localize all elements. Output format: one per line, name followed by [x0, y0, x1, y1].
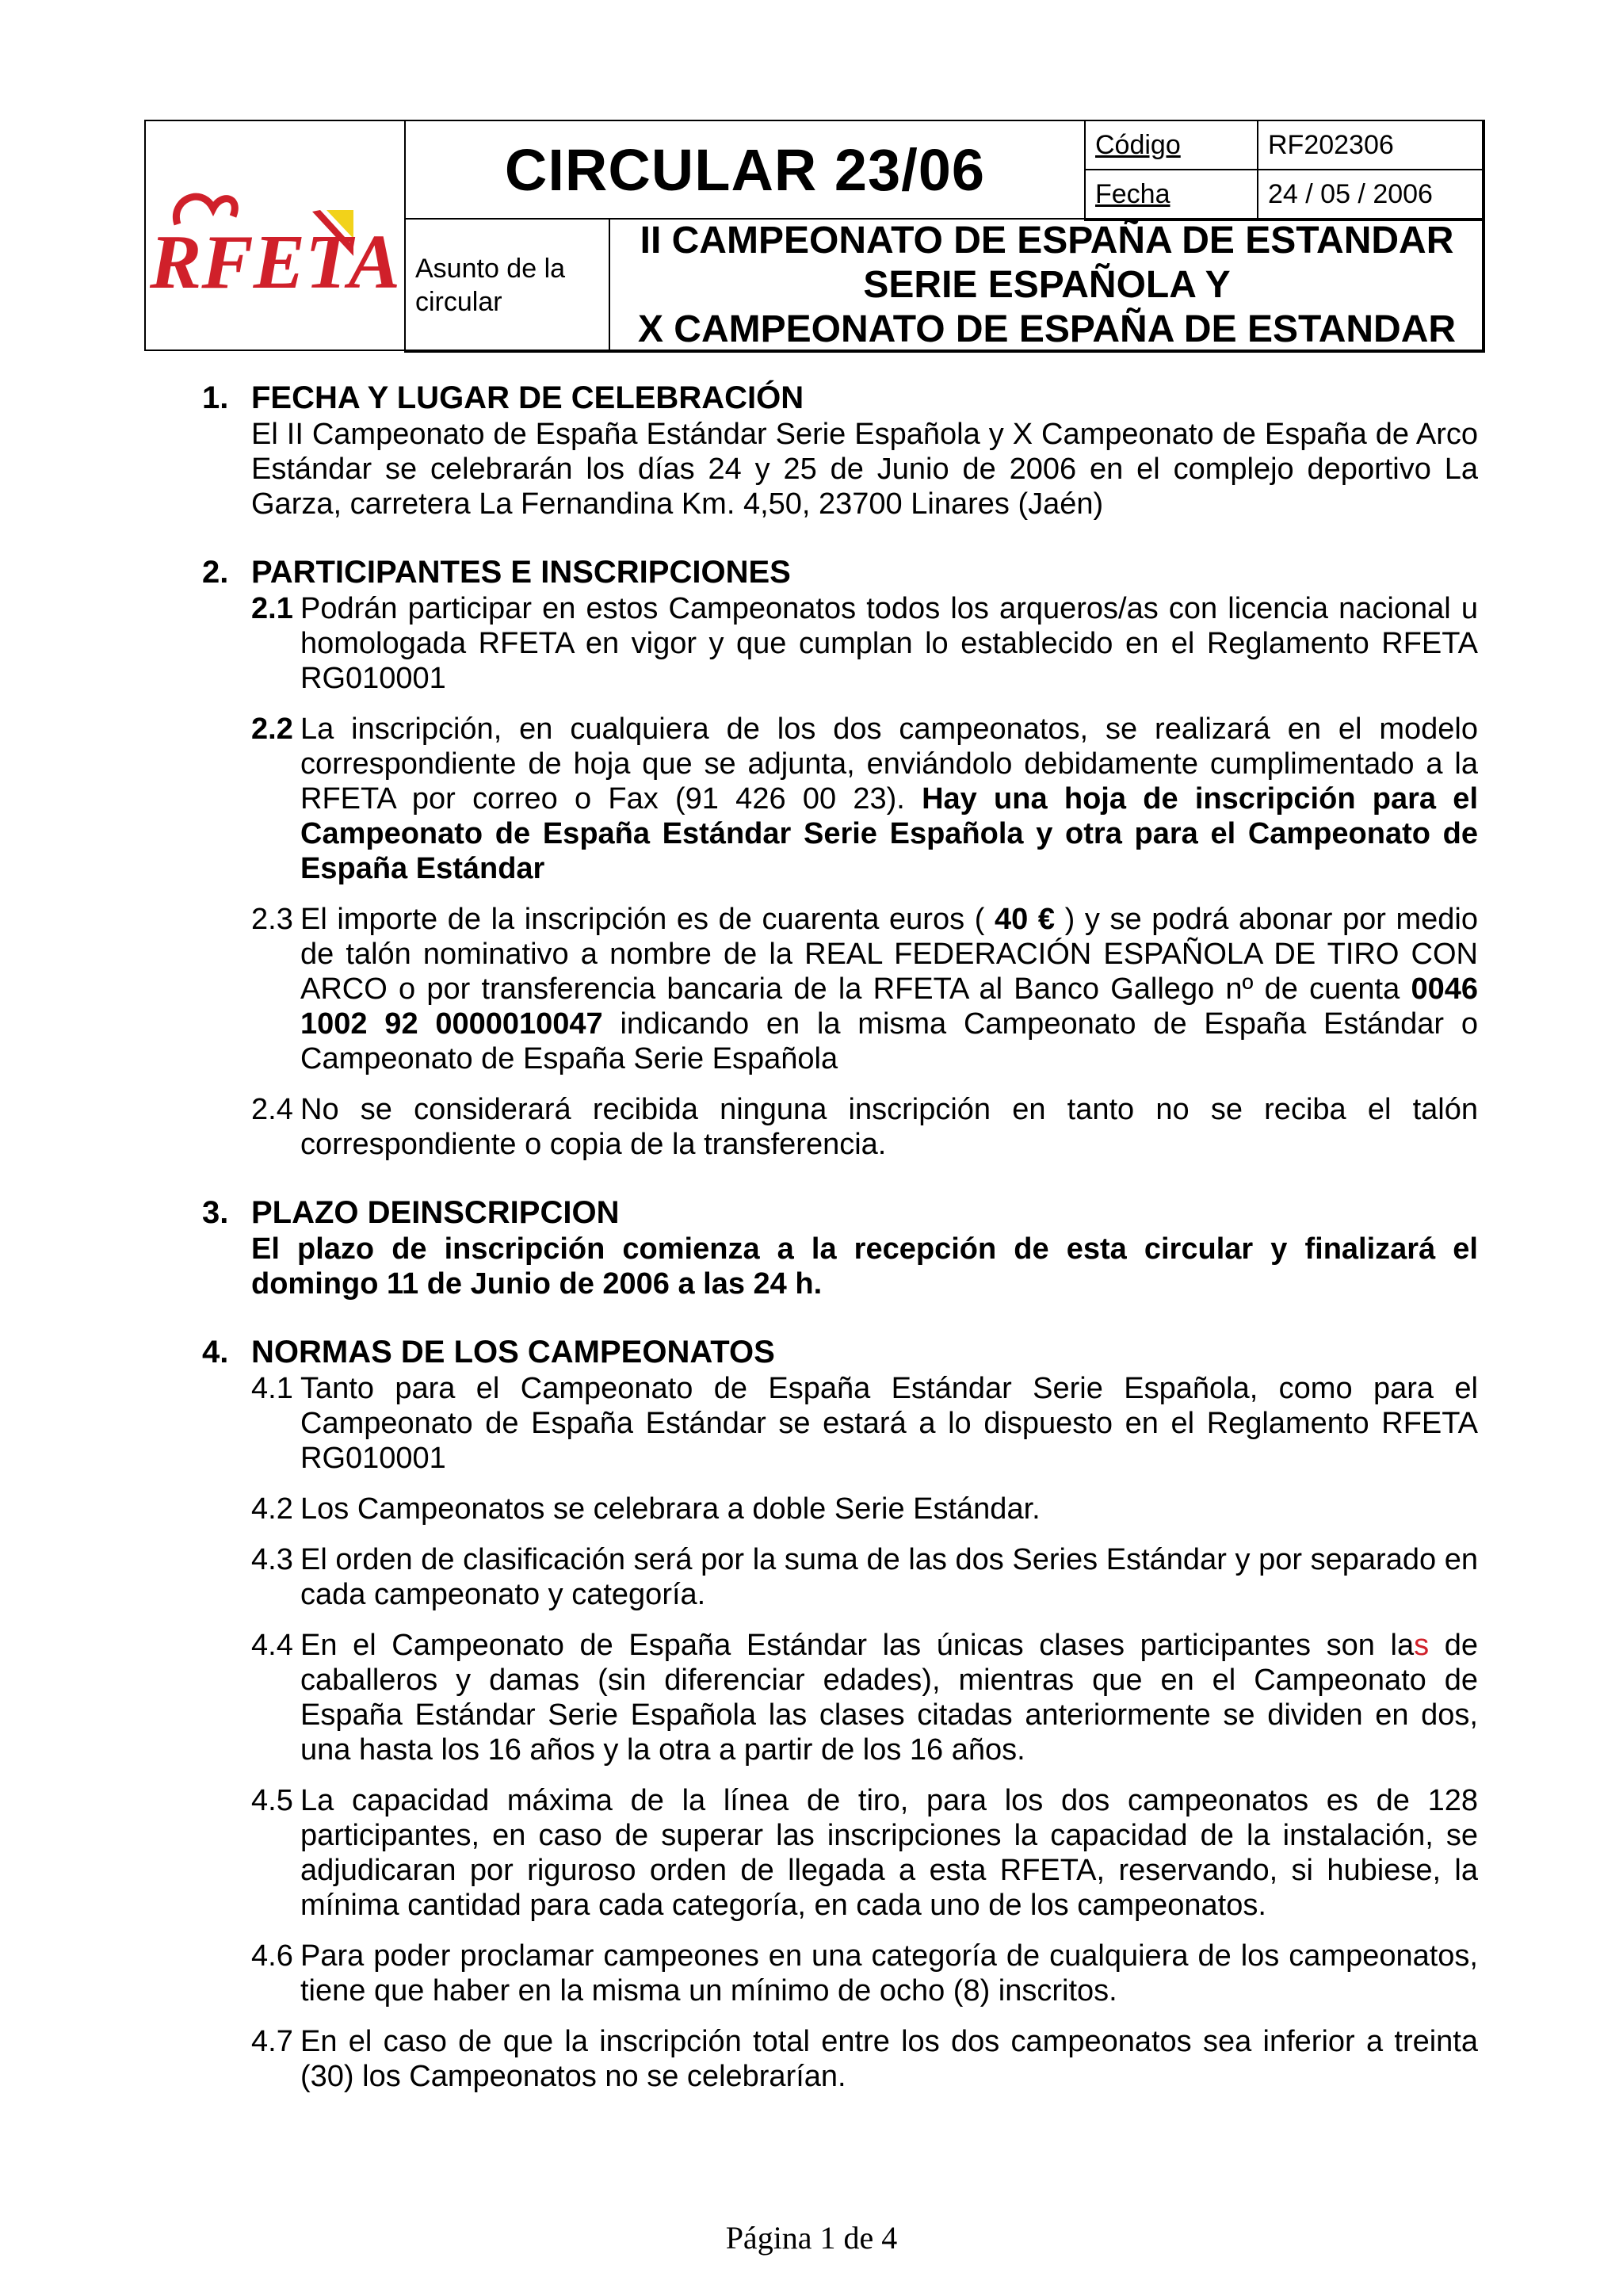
item-4-1-number: 4.1 — [251, 1372, 293, 1405]
item-2-4-text: No se considerará recibida ninguna inscripción en tanto no se reciba el talón correspondiente o copia de la transferencia. — [300, 1093, 1478, 1161]
item-4-2 — [251, 1492, 1478, 1526]
item-4-4 — [251, 1628, 1478, 1767]
section-4-number: 4. — [202, 1335, 229, 1370]
item-2-3-text — [300, 902, 1478, 1076]
item-2-2-text-bold: Hay una hoja de inscripción para el Campeonato de España Estándar Serie Española y otra para el Campeonato de España Estándar — [300, 782, 1478, 885]
item-4-4-text-a: En el Campeonato de España Estándar las únicas clases participantes son la — [300, 1629, 1415, 1662]
bank-account-number: 0046 1002 92 0000010047 — [300, 972, 1478, 1041]
item-2-2-number: 2.2 — [251, 712, 293, 746]
item-4-7 — [251, 2024, 1478, 2094]
item-4-4-text-b: de caballeros y damas (sin diferenciar edades), mientras que en el Campeonato de España Estándar Serie Española las clases citadas anteriormente se dividen en dos, una hasta los 16 años y la otra a partir de los 16 años. — [300, 1629, 1479, 1767]
item-2-1-text: Podrán participar en estos Campeonatos todos los arqueros/as con licencia nacional u homologada RFETA en vigor y que cumplan lo establecido en el Reglamento RFETA RG010001 — [300, 592, 1478, 695]
item-4-6 — [251, 1939, 1478, 2008]
section-3-number: 3. — [202, 1195, 229, 1230]
section-4-title: NORMAS DE LOS CAMPEONATOS — [251, 1335, 775, 1370]
item-2-1 — [251, 591, 1478, 696]
item-4-2-text: Los Campeonatos se celebrara a doble Serie Estándar. — [300, 1492, 1041, 1526]
item-4-7-number: 4.7 — [251, 2025, 293, 2058]
date-label: Fecha — [1084, 169, 1258, 221]
item-2-1-number: 2.1 — [251, 592, 293, 625]
section-1-number: 1. — [202, 380, 229, 415]
logo-text: RFETA — [150, 220, 400, 305]
section-3-title: PLAZO DEINSCRIPCION — [251, 1195, 620, 1230]
asunto-label — [404, 218, 610, 353]
section-2-number: 2. — [202, 555, 229, 590]
subject-line-3: X CAMPEONATO DE ESPAÑA DE ESTANDAR — [637, 308, 1457, 350]
item-4-2-number: 4.2 — [251, 1492, 293, 1526]
asunto-label-line-2: circular — [415, 287, 502, 317]
asunto-label-line-1: Asunto de la — [415, 254, 566, 284]
rfeta-logo — [146, 121, 404, 350]
item-4-1 — [251, 1371, 1478, 1476]
item-2-4-number: 2.4 — [251, 1093, 293, 1126]
item-4-7-text: En el caso de que la inscripción total entre los dos campeonatos sea inferior a treinta (30) los Campeonatos no se celebrarían. — [300, 2025, 1478, 2093]
circular-title: CIRCULAR 23/06 — [504, 136, 986, 203]
item-4-6-text: Para poder proclamar campeones en una categoría de cualquiera de los campeonatos, tiene que haber en la misma un mínimo de ocho (8) inscritos. — [300, 1939, 1478, 2008]
item-4-3 — [251, 1542, 1478, 1612]
fee-amount: 40 € — [994, 903, 1055, 936]
item-4-1-text: Tanto para el Campeonato de España Estándar Serie Española, como para el Campeonato de España Estándar se estará a lo dispuesto en el Reglamento RFETA RG010001 — [300, 1372, 1478, 1475]
document-body — [202, 379, 1478, 2094]
item-4-4-number: 4.4 — [251, 1629, 293, 1662]
section-1-text: El II Campeonato de España Estándar Serie Española y X Campeonato de España de Arco Estándar se celebrarán los días 24 y 25 de Junio de 2006 en el complejo deportivo La Garza, carretera La Fernandina Km. 4,50, 23700 Linares (Jaén) — [251, 418, 1478, 521]
item-2-3-text-a: El importe de la inscripción es de cuarenta euros ( — [300, 903, 995, 936]
item-4-5-text: La capacidad máxima de la línea de tiro, para los dos campeonatos es de 128 participantes, en caso de superar las inscripciones la capacidad de la instalación, se adjudicaran por riguroso orden de llegada a esta RFETA, reservando, si hubiese, la mínima cantidad para cada categoría, en cada uno de los campeonatos. — [300, 1784, 1478, 1922]
section-4-heading — [202, 1333, 1478, 1371]
title-cell — [404, 120, 1086, 220]
date-value: 24 / 05 / 2006 — [1257, 169, 1485, 221]
item-2-4 — [251, 1092, 1478, 1162]
section-2-heading — [202, 553, 1478, 591]
subject-line-1: II CAMPEONATO DE ESPAÑA DE ESTANDAR — [640, 220, 1454, 262]
item-4-3-text: El orden de clasificación será por la suma de las dos Series Estándar y por separado en cada campeonato y categoría. — [300, 1543, 1478, 1611]
code-value: RF202306 — [1257, 120, 1485, 170]
item-4-5-number: 4.5 — [251, 1784, 293, 1817]
subject-cell — [609, 218, 1485, 353]
code-label: Código — [1084, 120, 1258, 170]
item-4-4-red-letter: s — [1414, 1629, 1430, 1662]
item-2-3-text-c: indicando en la misma Campeonato de España Estándar o Campeonato de España Serie Española — [300, 1007, 1478, 1075]
section-1-heading — [202, 379, 1478, 417]
section-3-heading — [202, 1194, 1478, 1232]
item-4-3-number: 4.3 — [251, 1543, 293, 1576]
header-table — [144, 120, 1484, 351]
item-2-3 — [251, 902, 1478, 1076]
item-2-3-text-b: ) y se podrá abonar por medio de talón nominativo a nombre de la REAL FEDERACIÓN ESPAÑOLA DE TIRO CON ARCO o por transferencia bancaria de la RFETA al Banco Gallego nº de cuenta — [300, 903, 1478, 1006]
item-2-2 — [251, 712, 1478, 886]
item-4-5 — [251, 1783, 1478, 1923]
section-1-title: FECHA Y LUGAR DE CELEBRACIÓN — [251, 380, 804, 415]
logo-cell — [144, 120, 406, 351]
item-4-6-number: 4.6 — [251, 1939, 293, 1973]
item-2-3-number: 2.3 — [251, 903, 293, 936]
item-4-4-text — [300, 1628, 1478, 1767]
section-3-text: El plazo de inscripción comienza a la recepción de esta circular y finalizará el domingo 11 de Junio de 2006 a las 24 h. — [251, 1232, 1478, 1301]
item-2-2-text-a: La inscripción, en cualquiera de los dos campeonatos, se realizará en el modelo correspondiente de hoja que se adjunta, enviándolo debidamente cumplimentado a la RFETA por correo o Fax (91 426 00 23). — [300, 712, 1478, 816]
subject-line-2: SERIE ESPAÑOLA Y — [863, 264, 1231, 306]
page-number: Página 1 de 4 — [725, 2220, 898, 2256]
section-2-title: PARTICIPANTES E INSCRIPCIONES — [251, 555, 791, 590]
item-2-2-text — [300, 712, 1478, 886]
